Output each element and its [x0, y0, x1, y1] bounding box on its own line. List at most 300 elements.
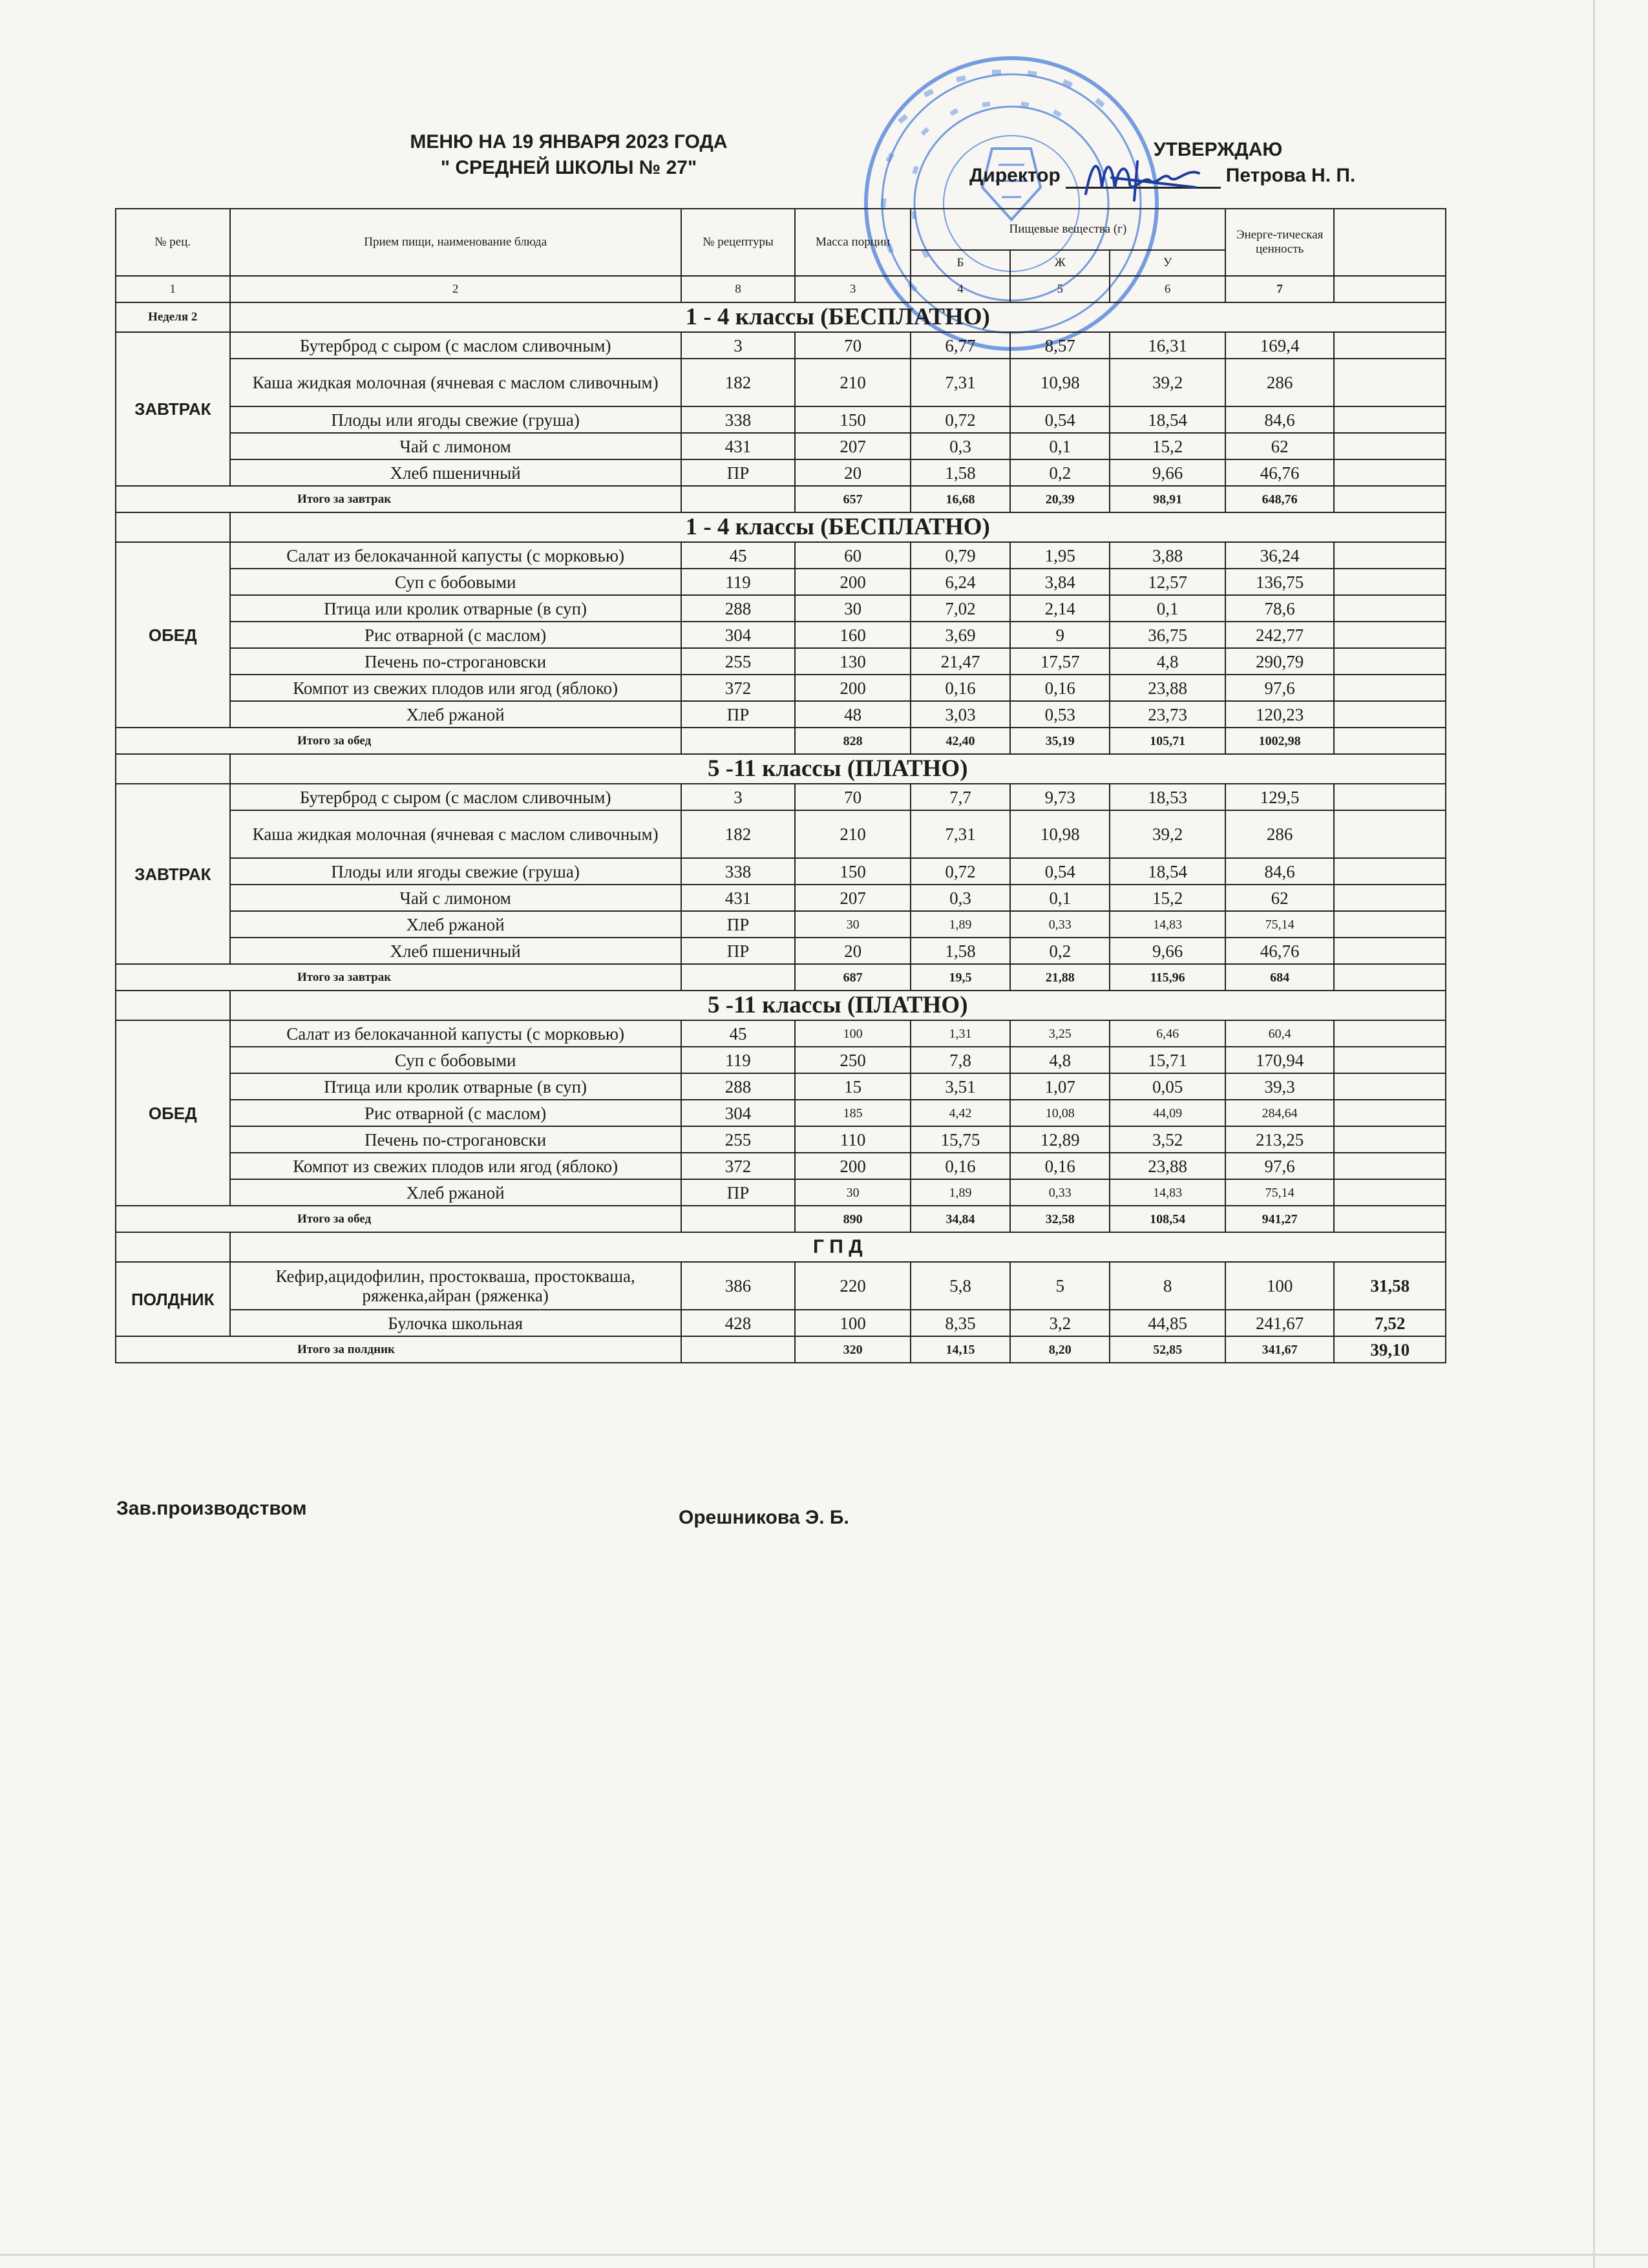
value-b: 7,31	[911, 810, 1010, 858]
value-e: 39,3	[1225, 1073, 1334, 1100]
recipe-number: 288	[681, 1073, 796, 1100]
column-number: 4	[911, 276, 1010, 302]
value-u: 14,83	[1110, 1179, 1225, 1206]
recipe-number: 428	[681, 1310, 796, 1336]
price-value	[1334, 885, 1446, 911]
value-zh: 0,16	[1010, 1153, 1110, 1179]
value-mass: 30	[795, 911, 911, 938]
value-e: 62	[1225, 885, 1334, 911]
column-number: 7	[1225, 276, 1334, 302]
value-b: 7,02	[911, 595, 1010, 622]
menu-item-row	[116, 648, 1446, 675]
value-mass: 15	[795, 1073, 911, 1100]
value-zh: 0,54	[1010, 858, 1110, 885]
value-e: 242,77	[1225, 622, 1334, 648]
value-u: 18,54	[1110, 858, 1225, 885]
value-mass: 60	[795, 542, 911, 569]
value-b: 4,42	[911, 1100, 1010, 1126]
total-b: 14,15	[911, 1336, 1010, 1363]
meal-label: ОБЕД	[116, 1020, 230, 1206]
title-line-2: " СРЕДНЕЙ ШКОЛЫ № 27"	[440, 157, 697, 178]
footer-name: Орешникова Э. Б.	[679, 1507, 849, 1528]
dish-name: Салат из белокачанной капусты (с морковью)	[230, 1020, 681, 1047]
price-value	[1334, 911, 1446, 938]
menu-item-row	[116, 542, 1446, 569]
value-mass: 130	[795, 648, 911, 675]
value-zh: 0,33	[1010, 911, 1110, 938]
price-value	[1334, 595, 1446, 622]
value-b: 3,03	[911, 701, 1010, 728]
menu-item-row	[116, 622, 1446, 648]
column-number: 1	[116, 276, 230, 302]
recipe-number: 304	[681, 1100, 796, 1126]
dish-name: Компот из свежих плодов или ягод (яблоко)	[230, 675, 681, 701]
value-u: 16,31	[1110, 332, 1225, 359]
value-zh: 10,08	[1010, 1100, 1110, 1126]
value-zh: 1,07	[1010, 1073, 1110, 1100]
price-value	[1334, 938, 1446, 964]
dish-name: Суп с бобовыми	[230, 569, 681, 595]
column-number: 8	[681, 276, 796, 302]
value-b: 1,31	[911, 1020, 1010, 1047]
header-b: Б	[911, 250, 1010, 276]
recipe-number: 119	[681, 1047, 796, 1073]
recipe-number: 372	[681, 1153, 796, 1179]
handwritten-signature	[1073, 149, 1209, 207]
approval-label: УТВЕРЖДАЮ	[1154, 139, 1283, 160]
value-mass: 70	[795, 332, 911, 359]
total-mass: 890	[795, 1206, 911, 1232]
value-mass: 200	[795, 1153, 911, 1179]
value-zh: 0,53	[1010, 701, 1110, 728]
value-u: 44,85	[1110, 1310, 1225, 1336]
total-price	[1334, 1206, 1446, 1232]
section-title: Г П Д	[230, 1232, 1446, 1262]
meal-label: ПОЛДНИК	[116, 1262, 230, 1336]
price-value	[1334, 622, 1446, 648]
value-u: 0,05	[1110, 1073, 1225, 1100]
recipe-number: 119	[681, 569, 796, 595]
menu-item-row	[116, 433, 1446, 459]
total-price	[1334, 486, 1446, 512]
table-cell	[681, 1206, 796, 1232]
recipe-number: 288	[681, 595, 796, 622]
menu-item-row	[116, 1153, 1446, 1179]
section-title-row	[116, 754, 1446, 784]
price-value	[1334, 648, 1446, 675]
value-mass: 30	[795, 595, 911, 622]
header-energy: Энерге-тическая ценность	[1225, 209, 1334, 276]
dish-name: Чай с лимоном	[230, 885, 681, 911]
value-b: 1,58	[911, 938, 1010, 964]
menu-table	[115, 208, 1446, 1363]
price-value	[1334, 858, 1446, 885]
dish-name: Печень по-строгановски	[230, 648, 681, 675]
section-title: 1 - 4 классы (БЕСПЛАТНО)	[230, 302, 1446, 332]
value-e: 46,76	[1225, 938, 1334, 964]
header-nutrients: Пищевые вещества (г)	[911, 209, 1225, 250]
value-e: 97,6	[1225, 675, 1334, 701]
dish-name: Плоды или ягоды свежие (груша)	[230, 858, 681, 885]
menu-item-row	[116, 784, 1446, 810]
value-u: 0,1	[1110, 595, 1225, 622]
approval-position: Директор	[969, 165, 1061, 186]
header-dish: Прием пищи, наименование блюда	[230, 209, 681, 276]
value-e: 75,14	[1225, 1179, 1334, 1206]
total-b: 16,68	[911, 486, 1010, 512]
value-e: 286	[1225, 359, 1334, 406]
value-b: 7,7	[911, 784, 1010, 810]
value-u: 18,53	[1110, 784, 1225, 810]
dish-name: Бутерброд с сыром (с маслом сливочным)	[230, 784, 681, 810]
recipe-number: 338	[681, 406, 796, 433]
scan-edge-bottom	[0, 2254, 1648, 2256]
total-label: Итого за завтрак	[116, 486, 681, 512]
menu-item-row	[116, 858, 1446, 885]
column-number: 2	[230, 276, 681, 302]
total-zh: 35,19	[1010, 728, 1110, 754]
recipe-number: 255	[681, 1126, 796, 1153]
menu-item-row	[116, 911, 1446, 938]
week-label: Неделя 2	[116, 302, 230, 332]
value-u: 8	[1110, 1262, 1225, 1310]
total-b: 34,84	[911, 1206, 1010, 1232]
value-e: 75,14	[1225, 911, 1334, 938]
dish-name: Рис отварной (с маслом)	[230, 622, 681, 648]
dish-name: Суп с бобовыми	[230, 1047, 681, 1073]
value-u: 3,52	[1110, 1126, 1225, 1153]
table-cell	[681, 728, 796, 754]
total-price	[1334, 964, 1446, 991]
value-mass: 207	[795, 885, 911, 911]
section-title-row	[116, 512, 1446, 542]
value-zh: 0,2	[1010, 938, 1110, 964]
dish-name: Птица или кролик отварные (в суп)	[230, 1073, 681, 1100]
value-e: 213,25	[1225, 1126, 1334, 1153]
recipe-number: ПР	[681, 701, 796, 728]
price-value	[1334, 359, 1446, 406]
total-u: 105,71	[1110, 728, 1225, 754]
value-e: 36,24	[1225, 542, 1334, 569]
menu-item-row	[116, 675, 1446, 701]
dish-name: Булочка школьная	[230, 1310, 681, 1336]
value-b: 6,24	[911, 569, 1010, 595]
total-mass: 320	[795, 1336, 911, 1363]
value-u: 23,88	[1110, 1153, 1225, 1179]
value-u: 39,2	[1110, 810, 1225, 858]
dish-name: Хлеб ржаной	[230, 911, 681, 938]
total-u: 52,85	[1110, 1336, 1225, 1363]
recipe-number: 45	[681, 1020, 796, 1047]
price-value	[1334, 433, 1446, 459]
recipe-number: 431	[681, 433, 796, 459]
dish-name: Каша жидкая молочная (ячневая с маслом сливочным)	[230, 810, 681, 858]
value-b: 3,69	[911, 622, 1010, 648]
value-mass: 250	[795, 1047, 911, 1073]
total-row	[116, 486, 1446, 512]
scan-edge-right	[1593, 0, 1595, 2268]
dish-name: Каша жидкая молочная (ячневая с маслом сливочным)	[230, 359, 681, 406]
menu-item-row	[116, 885, 1446, 911]
total-e: 941,27	[1225, 1206, 1334, 1232]
value-zh: 3,84	[1010, 569, 1110, 595]
column-number: 3	[795, 276, 911, 302]
value-b: 0,79	[911, 542, 1010, 569]
total-row	[116, 728, 1446, 754]
value-e: 136,75	[1225, 569, 1334, 595]
dish-name: Чай с лимоном	[230, 433, 681, 459]
total-price	[1334, 728, 1446, 754]
value-u: 12,57	[1110, 569, 1225, 595]
dish-name: Печень по-строгановски	[230, 1126, 681, 1153]
value-zh: 0,54	[1010, 406, 1110, 433]
value-mass: 20	[795, 938, 911, 964]
total-label: Итого за обед	[116, 1206, 681, 1232]
menu-item-row	[116, 1100, 1446, 1126]
value-mass: 48	[795, 701, 911, 728]
total-b: 19,5	[911, 964, 1010, 991]
value-e: 284,64	[1225, 1100, 1334, 1126]
price-value	[1334, 1073, 1446, 1100]
price-value	[1334, 332, 1446, 359]
value-e: 62	[1225, 433, 1334, 459]
menu-item-row	[116, 1262, 1446, 1310]
value-u: 4,8	[1110, 648, 1225, 675]
value-e: 129,5	[1225, 784, 1334, 810]
total-mass: 687	[795, 964, 911, 991]
dish-name: Кефир,ацидофилин, простокваша, простокваша, ряженка,айран (ряженка)	[230, 1262, 681, 1310]
price-value	[1334, 810, 1446, 858]
total-label: Итого за завтрак	[116, 964, 681, 991]
table-cell	[116, 512, 230, 542]
value-b: 6,77	[911, 332, 1010, 359]
value-mass: 200	[795, 569, 911, 595]
section-title-row	[116, 991, 1446, 1020]
total-row	[116, 1336, 1446, 1363]
total-e: 648,76	[1225, 486, 1334, 512]
value-zh: 0,1	[1010, 433, 1110, 459]
value-e: 84,6	[1225, 858, 1334, 885]
total-mass: 828	[795, 728, 911, 754]
total-zh: 8,20	[1010, 1336, 1110, 1363]
value-zh: 2,14	[1010, 595, 1110, 622]
recipe-number: 45	[681, 542, 796, 569]
menu-item-row	[116, 938, 1446, 964]
dish-name: Бутерброд с сыром (с маслом сливочным)	[230, 332, 681, 359]
footer-role: Зав.производством	[116, 1498, 307, 1519]
menu-item-row	[116, 406, 1446, 433]
value-mass: 30	[795, 1179, 911, 1206]
menu-item-row	[116, 810, 1446, 858]
value-b: 1,89	[911, 911, 1010, 938]
document-heading	[323, 129, 814, 181]
value-u: 9,66	[1110, 459, 1225, 486]
value-b: 1,58	[911, 459, 1010, 486]
recipe-number: ПР	[681, 938, 796, 964]
value-u: 9,66	[1110, 938, 1225, 964]
menu-item-row	[116, 332, 1446, 359]
total-row	[116, 964, 1446, 991]
value-e: 60,4	[1225, 1020, 1334, 1047]
value-zh: 10,98	[1010, 810, 1110, 858]
value-b: 8,35	[911, 1310, 1010, 1336]
value-mass: 210	[795, 359, 911, 406]
price-value: 7,52	[1334, 1310, 1446, 1336]
price-value: 31,58	[1334, 1262, 1446, 1310]
value-zh: 1,95	[1010, 542, 1110, 569]
header-zh: Ж	[1010, 250, 1110, 276]
value-zh: 10,98	[1010, 359, 1110, 406]
dish-name: Хлеб пшеничный	[230, 938, 681, 964]
total-price: 39,10	[1334, 1336, 1446, 1363]
value-b: 0,16	[911, 1153, 1010, 1179]
menu-item-row	[116, 1310, 1446, 1336]
recipe-number: 304	[681, 622, 796, 648]
dish-name: Хлеб ржаной	[230, 701, 681, 728]
section-title: 1 - 4 классы (БЕСПЛАТНО)	[230, 512, 1446, 542]
section-title-row	[116, 1232, 1446, 1262]
menu-item-row	[116, 459, 1446, 486]
value-u: 15,71	[1110, 1047, 1225, 1073]
value-mass: 220	[795, 1262, 911, 1310]
total-u: 115,96	[1110, 964, 1225, 991]
dish-name: Компот из свежих плодов или ягод (яблоко)	[230, 1153, 681, 1179]
total-e: 341,67	[1225, 1336, 1334, 1363]
table-cell	[681, 964, 796, 991]
value-u: 15,2	[1110, 433, 1225, 459]
value-mass: 100	[795, 1310, 911, 1336]
value-u: 36,75	[1110, 622, 1225, 648]
menu-item-row	[116, 1179, 1446, 1206]
value-zh: 8,57	[1010, 332, 1110, 359]
value-e: 78,6	[1225, 595, 1334, 622]
value-zh: 0,33	[1010, 1179, 1110, 1206]
value-mass: 160	[795, 622, 911, 648]
value-b: 0,16	[911, 675, 1010, 701]
section-title: 5 -11 классы (ПЛАТНО)	[230, 991, 1446, 1020]
recipe-number: 182	[681, 810, 796, 858]
value-e: 170,94	[1225, 1047, 1334, 1073]
value-u: 23,88	[1110, 675, 1225, 701]
value-mass: 150	[795, 406, 911, 433]
total-zh: 20,39	[1010, 486, 1110, 512]
value-u: 44,09	[1110, 1100, 1225, 1126]
dish-name: Хлеб пшеничный	[230, 459, 681, 486]
value-mass: 200	[795, 675, 911, 701]
value-b: 0,72	[911, 858, 1010, 885]
recipe-number: ПР	[681, 1179, 796, 1206]
recipe-number: 431	[681, 885, 796, 911]
value-e: 241,67	[1225, 1310, 1334, 1336]
total-b: 42,40	[911, 728, 1010, 754]
value-u: 14,83	[1110, 911, 1225, 938]
value-zh: 3,2	[1010, 1310, 1110, 1336]
price-value	[1334, 784, 1446, 810]
table-cell	[681, 486, 796, 512]
recipe-number: 182	[681, 359, 796, 406]
meal-label: ЗАВТРАК	[116, 784, 230, 964]
total-mass: 657	[795, 486, 911, 512]
column-number: 6	[1110, 276, 1225, 302]
value-e: 100	[1225, 1262, 1334, 1310]
value-e: 290,79	[1225, 648, 1334, 675]
value-e: 120,23	[1225, 701, 1334, 728]
price-value	[1334, 701, 1446, 728]
total-e: 1002,98	[1225, 728, 1334, 754]
price-value	[1334, 1020, 1446, 1047]
value-e: 46,76	[1225, 459, 1334, 486]
value-zh: 17,57	[1010, 648, 1110, 675]
recipe-number: 372	[681, 675, 796, 701]
value-mass: 185	[795, 1100, 911, 1126]
header-u: У	[1110, 250, 1225, 276]
value-zh: 9	[1010, 622, 1110, 648]
value-e: 169,4	[1225, 332, 1334, 359]
recipe-number: 338	[681, 858, 796, 885]
value-zh: 9,73	[1010, 784, 1110, 810]
menu-item-row	[116, 1126, 1446, 1153]
value-u: 15,2	[1110, 885, 1225, 911]
menu-item-row	[116, 569, 1446, 595]
recipe-number: 255	[681, 648, 796, 675]
value-e: 84,6	[1225, 406, 1334, 433]
menu-item-row	[116, 1073, 1446, 1100]
value-zh: 12,89	[1010, 1126, 1110, 1153]
value-b: 7,8	[911, 1047, 1010, 1073]
approval-name: Петрова Н. П.	[1225, 165, 1356, 186]
value-e: 286	[1225, 810, 1334, 858]
table-cell	[1334, 276, 1446, 302]
total-label: Итого за обед	[116, 728, 681, 754]
menu-item-row	[116, 1020, 1446, 1047]
total-row	[116, 1206, 1446, 1232]
table-cell	[116, 1232, 230, 1262]
menu-item-row	[116, 359, 1446, 406]
value-mass: 110	[795, 1126, 911, 1153]
value-b: 15,75	[911, 1126, 1010, 1153]
header-recipe-no: № рецептуры	[681, 209, 796, 276]
value-e: 97,6	[1225, 1153, 1334, 1179]
dish-name: Хлеб ржаной	[230, 1179, 681, 1206]
title-line-1: МЕНЮ НА 19 ЯНВАРЯ 2023 ГОДА	[410, 131, 728, 152]
value-b: 3,51	[911, 1073, 1010, 1100]
value-mass: 20	[795, 459, 911, 486]
value-zh: 5	[1010, 1262, 1110, 1310]
value-mass: 150	[795, 858, 911, 885]
recipe-number: 386	[681, 1262, 796, 1310]
recipe-number: 3	[681, 784, 796, 810]
value-b: 0,3	[911, 885, 1010, 911]
value-zh: 4,8	[1010, 1047, 1110, 1073]
menu-item-row	[116, 1047, 1446, 1073]
table-cell	[681, 1336, 796, 1363]
value-zh: 3,25	[1010, 1020, 1110, 1047]
price-value	[1334, 675, 1446, 701]
total-zh: 21,88	[1010, 964, 1110, 991]
total-e: 684	[1225, 964, 1334, 991]
meal-label: ЗАВТРАК	[116, 332, 230, 486]
price-value	[1334, 1126, 1446, 1153]
value-mass: 207	[795, 433, 911, 459]
header-extra	[1334, 209, 1446, 276]
value-u: 6,46	[1110, 1020, 1225, 1047]
dish-name: Салат из белокачанной капусты (с морковью)	[230, 542, 681, 569]
header-rec-no: № рец.	[116, 209, 230, 276]
section-title-row	[116, 302, 1446, 332]
value-u: 23,73	[1110, 701, 1225, 728]
price-value	[1334, 406, 1446, 433]
total-u: 98,91	[1110, 486, 1225, 512]
